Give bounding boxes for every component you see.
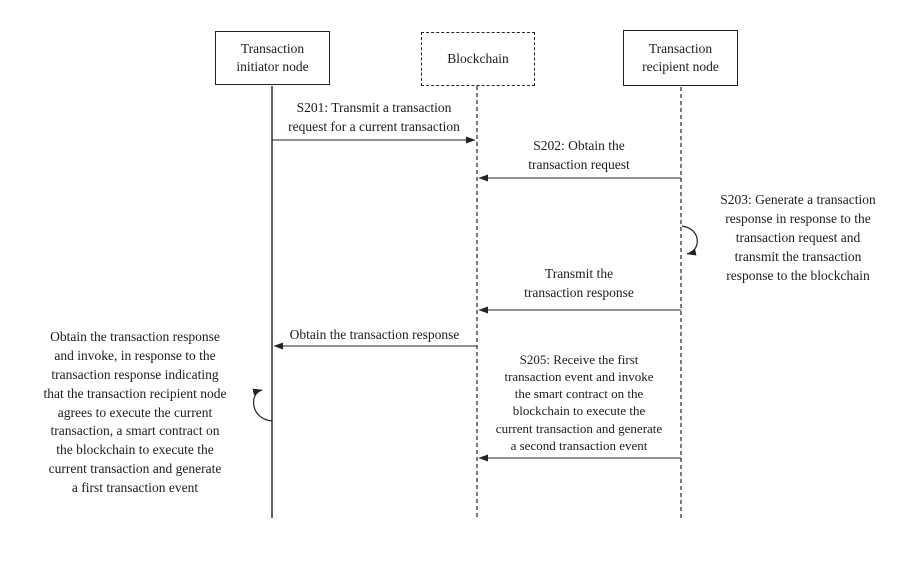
- actor-label-initiator: Transaction initiator node: [236, 40, 309, 74]
- message-label-s203: S203: Generate a transaction response in response to the transaction request and transmit the transaction response to the blockchain: [720, 192, 876, 283]
- message-label-s201: S201: Transmit a transaction request for a current transaction: [288, 100, 460, 134]
- message-label-initiator-process: Obtain the transaction response and invoke, in response to the transaction response indicating that the transaction recipient node agrees to execute the current transaction, a smart contract on the blockchain to execute the current transaction and generate a first transaction event: [43, 329, 227, 496]
- message-label-transmit-response: Transmit the transaction response: [524, 266, 634, 300]
- actor-label-recipient: Transaction recipient node: [642, 40, 719, 74]
- actor-label-blockchain: Blockchain: [447, 50, 509, 66]
- message-label-obtain-response: Obtain the transaction response: [289, 327, 460, 342]
- actor-box-transaction-initiator-node: [215, 31, 330, 85]
- actor-box-transaction-recipient-node: [623, 30, 738, 86]
- message-label-s205: S205: Receive the first transaction event and invoke the smart contract on the blockchain to execute the current transaction and generate a second transaction event: [495, 352, 663, 453]
- message-label-s202: S202: Obtain the transaction request: [528, 138, 630, 172]
- actor-box-blockchain: [421, 32, 535, 86]
